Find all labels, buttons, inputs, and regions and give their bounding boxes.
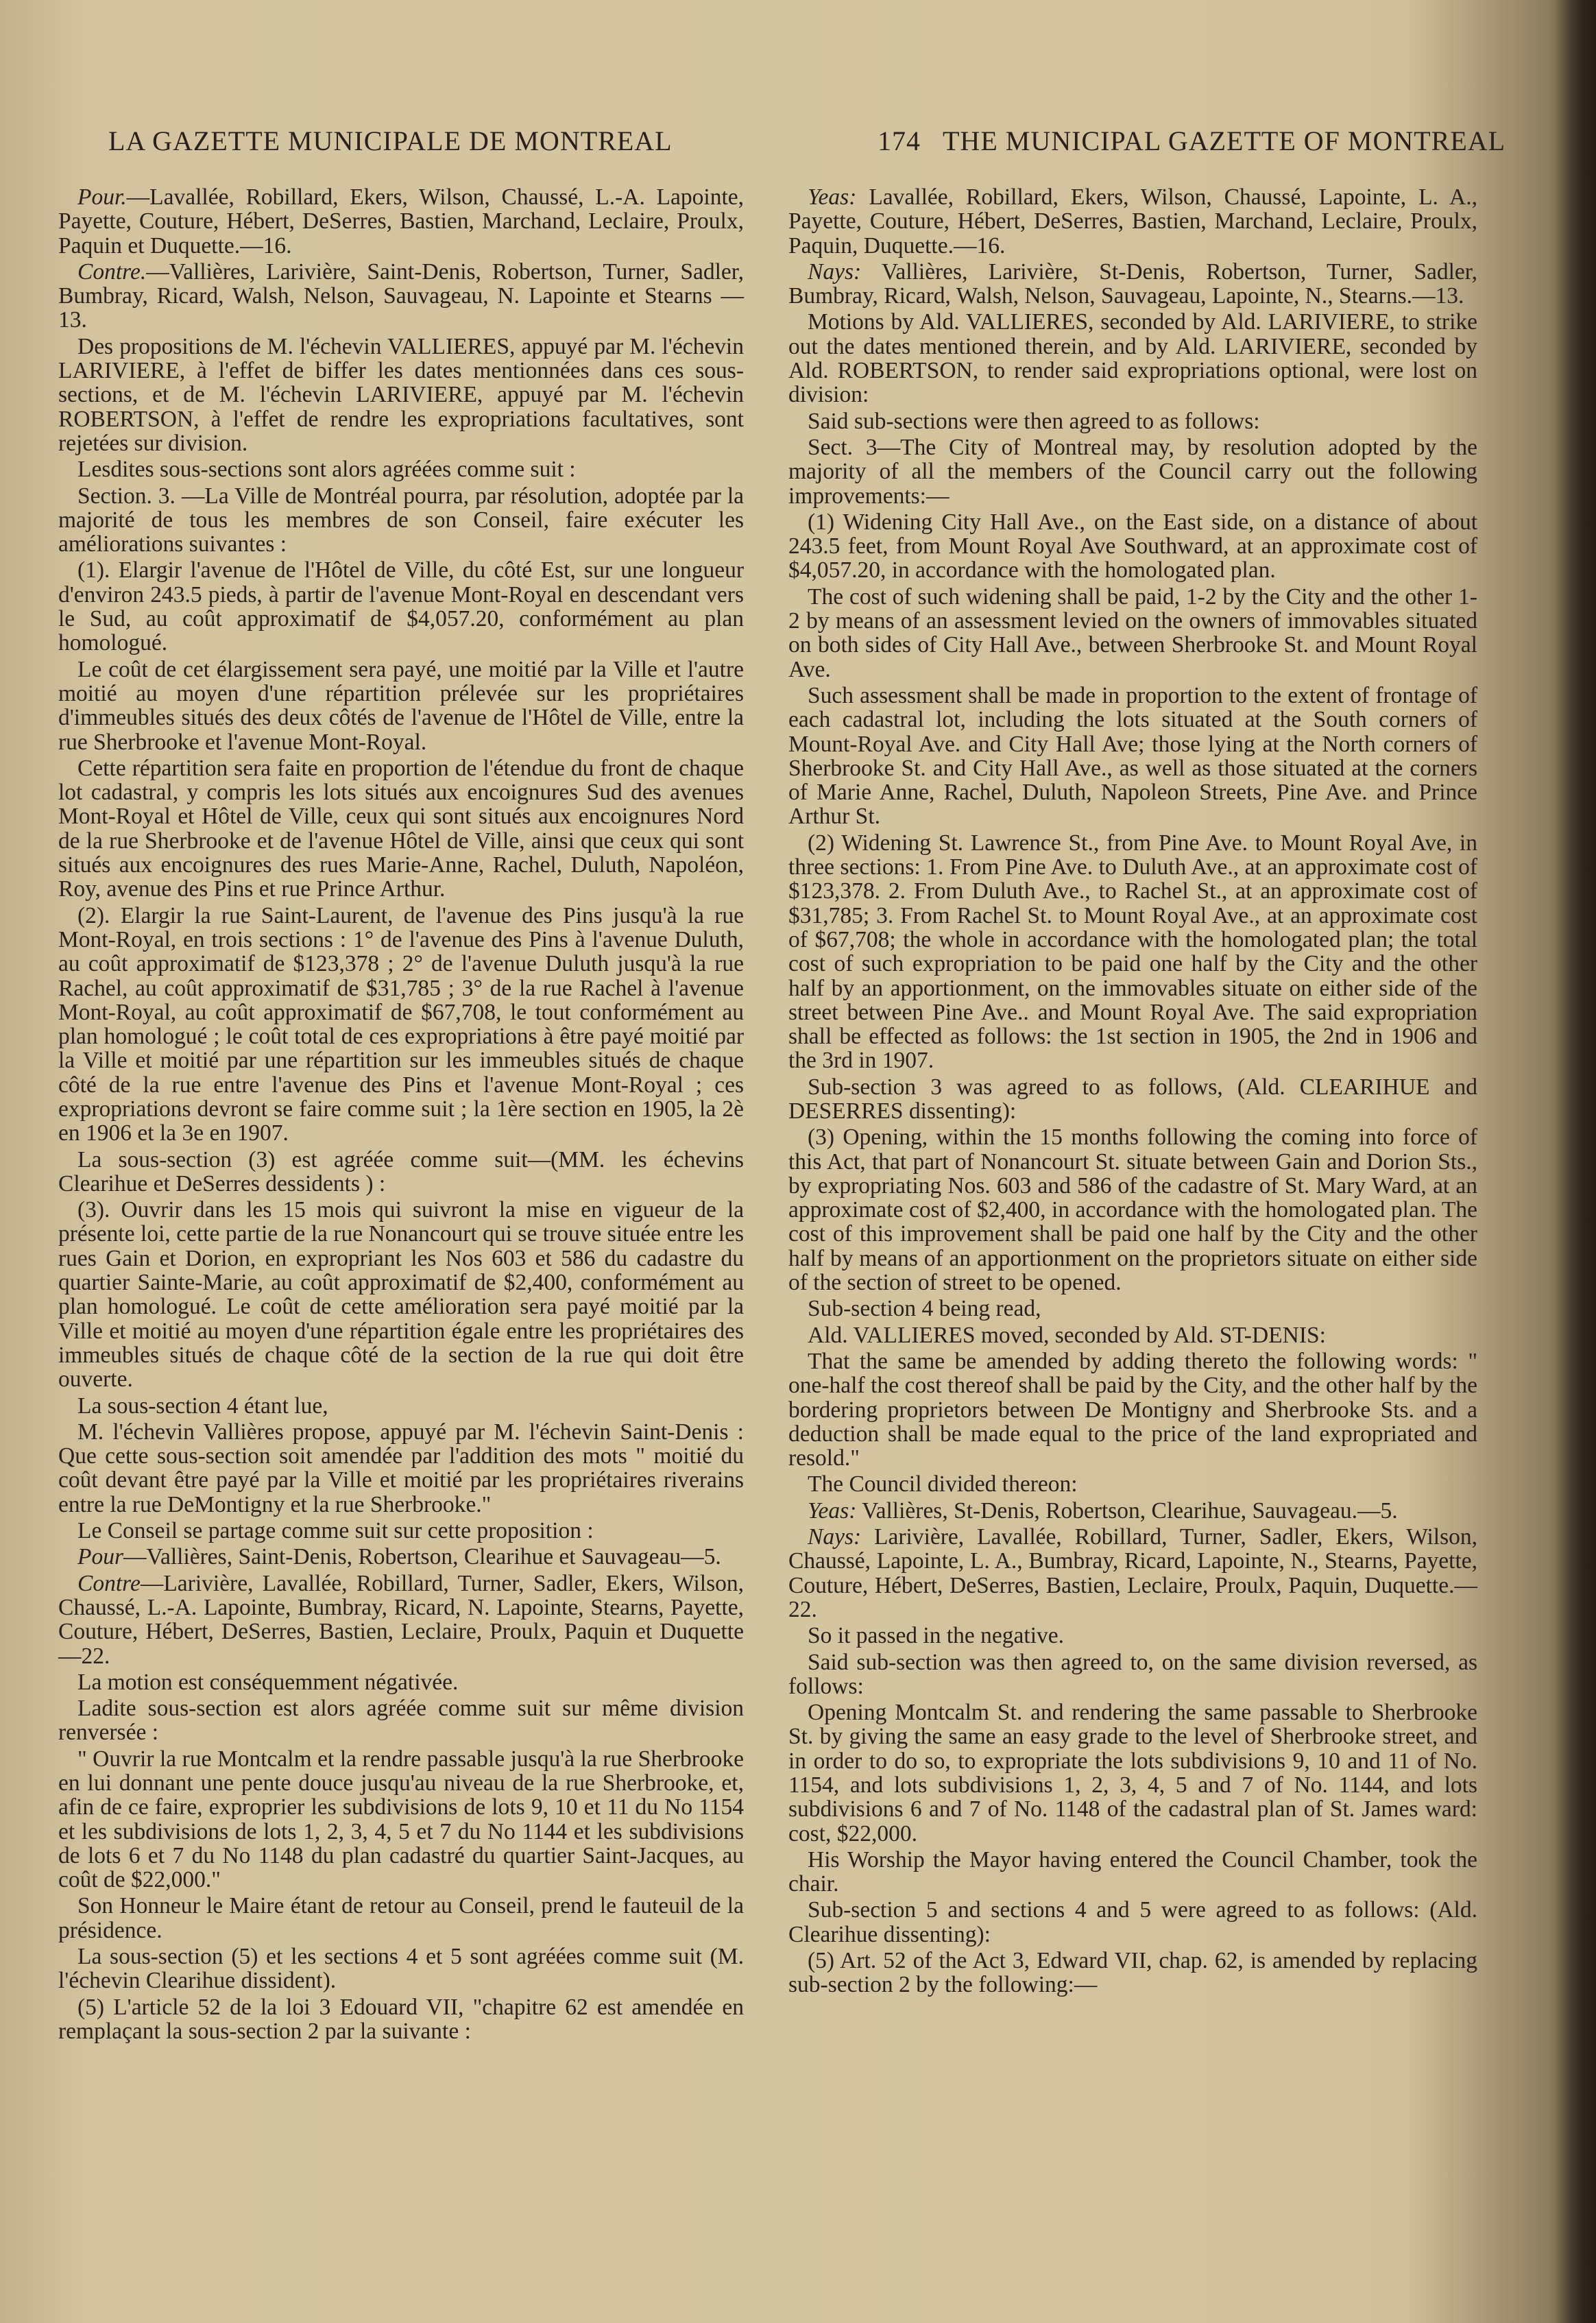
paragraph: (5) Art. 52 of the Act 3, Edward VII, chap. 62, is amended by replacing sub-section 2 by the following:— <box>788 1948 1477 1998</box>
paragraph: La sous-section (5) et les sections 4 et 5 sont agréées comme suit (M. l'échevin Clearihue dissident). <box>58 1944 744 1994</box>
vote-yeas: Yeas: Lavallée, Robillard, Ekers, Wilson, Chaussé, Lapointe, L. A., Payette, Couture, Hébert, DeSerres, Bastien, Marchand, Leclaire, Proulx, Paquin, Duquette.—16. <box>788 184 1477 258</box>
english-column <box>788 185 1477 1999</box>
paragraph: The cost of such widening shall be paid, 1-2 by the City and the other 1-2 by means of an assessment levied on the owners of immovables situated on both sides of City Hall Ave., between Sherbrooke St. and Mount Royal Ave. <box>788 583 1477 682</box>
paragraph: Said sub-section was then agreed to, on the same division reversed, as follows: <box>788 1649 1477 1699</box>
paragraph: His Worship the Mayor having entered the Council Chamber, took the chair. <box>788 1846 1477 1897</box>
vote-pour: Pour—Vallières, Saint-Denis, Robertson, Clearihue et Sauvageau—5. <box>77 1544 721 1570</box>
vote-yeas: Yeas: Vallières, St-Denis, Robertson, Clearihue, Sauvageau.—5. <box>808 1497 1398 1524</box>
paragraph: (2) Widening St. Lawrence St., from Pine Ave. to Mount Royal Ave, in three sections: 1. From Pine Ave. to Duluth Ave., at an approximate cost of $123,378. 2. From Duluth Ave., to Rachel St., at an approximate cost of $31,785; 3. From Rachel St. to Mount Royal Ave., at an approximate cost of $67,708; the whole in accordance with the homologated plan; the total cost of such expropriation to be paid one half by the City and the other half by an apportionment, on the immovables situate on either side of the street between Pine Ave.. and Mount Royal Ave. The said expropriation shall be effected as follows: the 1st section in 1905, the 2nd in 1906 and the 3rd in 1907. <box>788 830 1477 1074</box>
paragraph: Sub-section 4 being read, <box>808 1296 1041 1322</box>
paragraph: Ladite sous-section est alors agréée comme suit sur même division renversée : <box>58 1696 744 1746</box>
paragraph: Cette répartition sera faite en proportion de l'étendue du front de chaque lot cadastral, y compris les lots situés aux encoignures Sud des avenues Mont-Royal et Hôtel de Ville, ceux qui sont situés aux encoignures Nord de la rue Sherbrooke et de l'avenue Hôtel de Ville, ainsi que ceux qui sont situés aux encoignures des rues Marie-Anne, Rachel, Duluth, Napoléon, Roy, avenue des Pins et rue Prince Arthur. <box>58 755 744 902</box>
paragraph: (1) Widening City Hall Ave., on the East side, on a distance of about 243.5 feet, from Mount Royal Ave Southward, at an approximate cost of $4,057.20, in accordance with the homologated plan. <box>788 509 1477 583</box>
paragraph: Le Conseil se partage comme suit sur cette proposition : <box>77 1518 594 1544</box>
paragraph: Sub-section 3 was agreed to as follows, (Ald. CLEARIHUE and DESERRES dissenting): <box>788 1074 1477 1124</box>
paragraph: La sous-section 4 étant lue, <box>77 1393 328 1419</box>
vote-contre: Contre.—Vallières, Larivière, Saint-Denis, Robertson, Turner, Sadler, Bumbray, Ricard, Walsh, Nelson, Sauvageau, N. Lapointe et Stearns —13. <box>58 258 744 333</box>
paragraph: Le coût de cet élargissement sera payé, une moitié par la Ville et l'autre moitié au moyen d'une répartition prélevée sur les propriétaires d'immeubles situés des deux côtés de l'avenue de l'Hôtel de Ville, entre la rue Sherbrooke et l'avenue Mont-Royal. <box>58 656 744 755</box>
french-title: LA GAZETTE MUNICIPALE DE MONTREAL <box>108 125 673 156</box>
paragraph: (5) L'article 52 de la loi 3 Edouard VII, "chapitre 62 est amendée en remplaçant la sous-section 2 par la suivante : <box>58 1994 744 2044</box>
paragraph: Sect. 3—The City of Montreal may, by resolution adopted by the majority of all the members of the Council carry out the following improvements:— <box>788 434 1477 509</box>
paragraph: " Ouvrir la rue Montcalm et la rendre passable jusqu'à la rue Sherbrooke en lui donnant une pente douce jusqu'au niveau de la rue Sherbrooke, et, afin de ce faire, exproprier les subdivisions de lots 9, 10 et 11 du No 1154 et les subdivisions de lots 1, 2, 3, 4, 5 et 7 du No 1144 et les subdivisions de lots 6 et 7 du No 1148 du plan cadastré du quartier Saint-Jacques, au coût de $22,000." <box>58 1746 744 1893</box>
english-title: THE MUNICIPAL GAZETTE OF MONTREAL <box>943 125 1506 156</box>
paragraph: Motions by Ald. VALLIERES, seconded by Ald. LARIVIERE, to strike out the dates mentioned therein, and by Ald. LARIVIERE, seconded by Ald. ROBERTSON, to render said expropriations optional, were lost on division: <box>788 309 1477 408</box>
paragraph: (3). Ouvrir dans les 15 mois qui suivront la mise en vigueur de la présente loi, cette partie de la rue Nonancourt qui se trouve située entre les rues Gain et Dorion, en expropriant les Nos 603 et 586 du cadastre du quartier Sainte-Marie, au coût approximatif de $2,400, conformément au plan homologué. Le coût de cette amélioration sera payé moitié par la Ville et moitié au moyen d'une répartition égale entre les propriétaires des immeubles situés de chaque côté de la section de la rue qui doit être ouverte. <box>58 1197 744 1393</box>
vote-contre: Contre—Larivière, Lavallée, Robillard, Turner, Sadler, Ekers, Wilson, Chaussé, L.-A. Lapointe, Bumbray, Ricard, N. Lapointe, Stearns, Payette, Couture, Hébert, DeSerres, Bastien, Leclaire, Proulx, Paquin et Duquette—22. <box>58 1570 744 1669</box>
paragraph: That the same be amended by adding thereto the following words: " one-half the cost thereof shall be paid by the City, and the other half by the bordering proprietors between De Montigny and Sherbrooke Sts. and a deduction shall be made equal to the price of the land expropriated and resold." <box>788 1348 1477 1471</box>
paragraph: Des propositions de M. l'échevin VALLIERES, appuyé par M. l'échevin LARIVIERE, à l'effet de biffer les dates mentionnées dans ces sous-sections, et de M. l'échevin LARIVIERE, appuyé par M. l'échevin ROBERTSON, à l'effet de rendre les expropriations facultatives, sont rejetées sur division. <box>58 333 744 456</box>
paragraph: Lesdites sous-sections sont alors agréées comme suit : <box>77 457 576 483</box>
vote-pour: Pour.—Lavallée, Robillard, Ekers, Wilson, Chaussé, L.-A. Lapointe, Payette, Couture, Hébert, DeSerres, Bastien, Marchand, Leclaire, Proulx, Paquin et Duquette.—16. <box>58 184 744 258</box>
paragraph: (3) Opening, within the 15 months following the coming into force of this Act, that part of Nonancourt St. situate between Gain and Dorion Sts., by expropriating Nos. 603 and 586 of the cadastre of St. Mary Ward, at an approximate cost of $2,400, in accordance with the homologated plan. The cost of this improvement shall be paid one half by the City and the other half by means of an apportionment on the proprietors situate on either side of the section of street to be opened. <box>788 1124 1477 1296</box>
binding-shadow <box>1555 0 1596 2323</box>
vote-nays: Nays: Vallières, Larivière, St-Denis, Robertson, Turner, Sadler, Bumbray, Ricard, Walsh, Nelson, Sauvageau, Lapointe, N., Stearns.—13. <box>788 258 1477 309</box>
page-header <box>103 125 1506 166</box>
paragraph: The Council divided thereon: <box>808 1471 1078 1497</box>
paragraph: Such assessment shall be made in proportion to the extent of frontage of each cadastral lot, including the lots situated at the South corners of Mount-Royal Ave. and City Hall Ave; those lying at the North corners of Sherbrooke St. and City Hall Ave., as well as those situated at the corners of Marie Anne, Rachel, Duluth, Napoleon Streets, Pine Ave. and Prince Arthur St. <box>788 682 1477 830</box>
paragraph: Section. 3. —La Ville de Montréal pourra, par résolution, adoptée par la majorité de tous les membres de son Conseil, faire exécuter les améliorations suivantes : <box>58 483 744 557</box>
paragraph: Sub-section 5 and sections 4 and 5 were agreed to as follows: (Ald. Clearihue dissenting): <box>788 1897 1477 1947</box>
paragraph: La sous-section (3) est agréée comme suit—(MM. les échevins Clearihue et DeSerres dessidents ) : <box>58 1146 744 1196</box>
paragraph: M. l'échevin Vallières propose, appuyé par M. l'échevin Saint-Denis : Que cette sous-section soit amendée par l'addition des mots " moitié du coût devant être payé par la Ville et moitié par les propriétaires riverains entre la rue DeMontigny et la rue Sherbrooke." <box>58 1419 744 1517</box>
paragraph: Said sub-sections were then agreed to as follows: <box>808 408 1260 434</box>
page-number: 174 <box>878 125 921 156</box>
paragraph: Opening Montcalm St. and rendering the same passable to Sherbrooke St. by giving the same an easy grade to the level of Sherbrooke street, and in order to do so, to expropriate the lots subdivisions 9, 10 and 11 of No. 1154, and lots subdivisions 1, 2, 3, 4, 5 and 7 of No. 1144, and lots subdivisions 6 and 7 of No. 1148 of the cadastral plan of St. James ward: cost, $22,000. <box>788 1700 1477 1846</box>
paragraph: (1). Elargir l'avenue de l'Hôtel de Ville, du côté Est, sur une longueur d'environ 243.5 pieds, à partir de l'avenue Mont-Royal en descendant vers le Sud, au coût approximatif de $4,057.20, conformément au plan homologué. <box>58 557 744 656</box>
paragraph: Son Honneur le Maire étant de retour au Conseil, prend le fauteuil de la présidence. <box>58 1893 744 1943</box>
paragraph: So it passed in the negative. <box>808 1623 1065 1649</box>
paragraph: (2). Elargir la rue Saint-Laurent, de l'avenue des Pins jusqu'à la rue Mont-Royal, en trois sections : 1° de l'avenue des Pins à l'avenue Duluth, au coût approximatif de $123,378 ; 2° de l'avenue Duluth jusqu'à la rue Rachel, au coût approximatif de $31,785 ; 3° de la rue Rachel à l'avenue Mont-Royal, au coût approximatif de $67,708, le tout conformément au plan homologué ; le coût total de ces expropriations à être payé moitié par la Ville et moitié par une répartition sur les immeubles situés de chaque côté de la rue entre l'avenue des Pins et l'avenue Mont-Royal ; ces expropriations devront se faire comme suit ; la 1ère section en 1905, la 2è en 1906 et la 3e en 1907. <box>58 902 744 1146</box>
paragraph: La motion est conséquemment négativée. <box>77 1669 459 1695</box>
vote-nays: Nays: Larivière, Lavallée, Robillard, Turner, Sadler, Ekers, Wilson, Chaussé, Lapointe, L. A., Bumbray, Ricard, Lapointe, N., Stearns, Payette, Couture, Hébert, DeSerres, Bastien, Leclaire, Proulx, Paquin, Duquette.—22. <box>788 1524 1477 1622</box>
french-column <box>58 185 744 2045</box>
paragraph: Ald. VALLIERES moved, seconded by Ald. ST-DENIS: <box>808 1322 1326 1348</box>
